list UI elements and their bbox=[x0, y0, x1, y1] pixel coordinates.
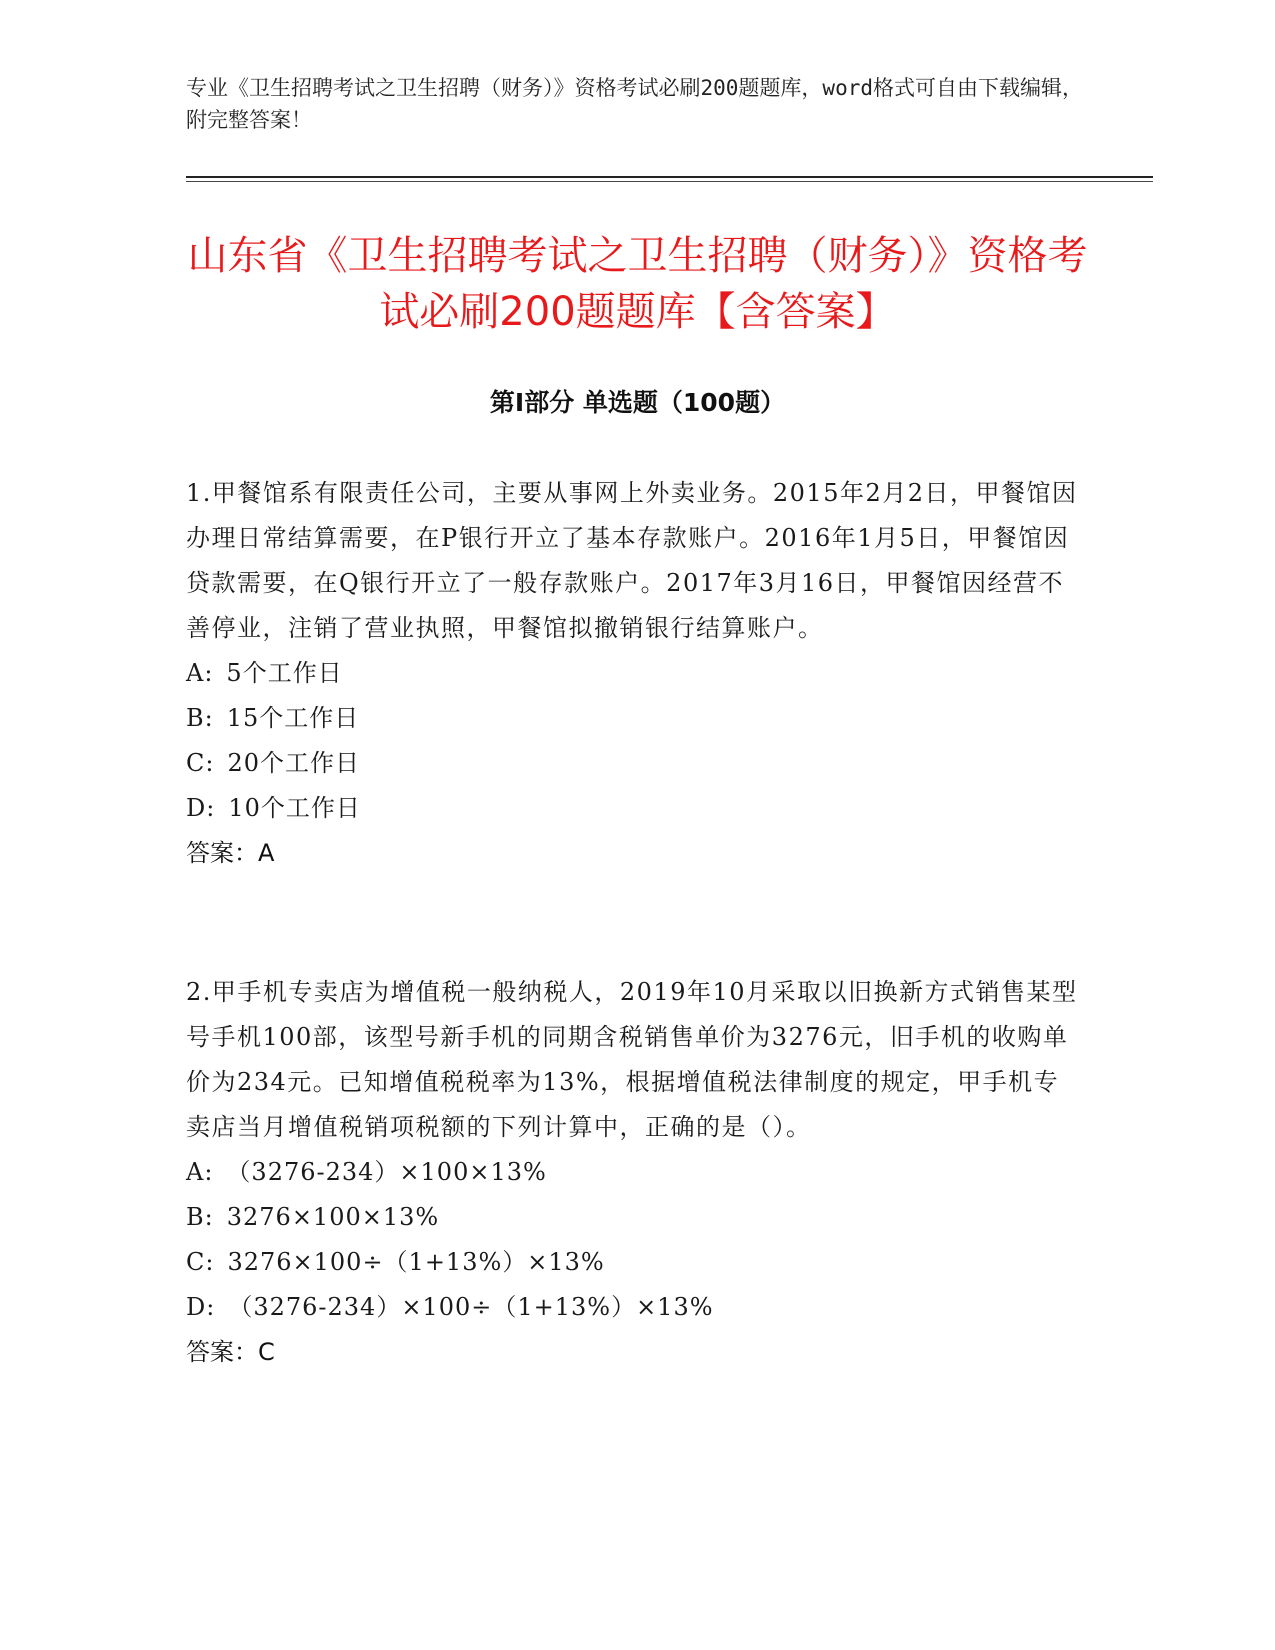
option-text: 15个工作日 bbox=[226, 704, 360, 732]
option-key: C: bbox=[186, 749, 215, 777]
option-key: A: bbox=[186, 659, 214, 687]
option-text: （3276-234）×100÷（1+13%）×13% bbox=[228, 1293, 714, 1321]
option-key: C: bbox=[186, 1248, 215, 1276]
option-key: D: bbox=[186, 794, 216, 822]
document-title: 山东省《卫生招聘考试之卫生招聘（财务）》资格考试必刷200题题库【含答案】 bbox=[187, 233, 1088, 335]
option-key: D: bbox=[186, 1293, 216, 1321]
option-a bbox=[186, 651, 1078, 696]
header-rule bbox=[186, 176, 1153, 178]
option-key: A: bbox=[186, 1158, 214, 1186]
answer-label: 答案： bbox=[186, 839, 258, 867]
option-text: 3276×100÷（1+13%）×13% bbox=[227, 1248, 605, 1276]
option-text: 10个工作日 bbox=[228, 794, 361, 822]
question-2 bbox=[186, 970, 1078, 1375]
option-c bbox=[186, 741, 1078, 786]
option-a bbox=[186, 1150, 1078, 1195]
answer-line bbox=[186, 1330, 1078, 1375]
answer-line bbox=[186, 831, 1078, 876]
section-title: 第Ⅰ部分 单选题（100题） bbox=[489, 388, 786, 417]
option-text: 5个工作日 bbox=[226, 659, 343, 687]
header-note: 专业《卫生招聘考试之卫生招聘（财务）》资格考试必刷200题题库，word格式可自由下载编辑，附完整答案！ bbox=[186, 76, 1083, 132]
option-d bbox=[186, 1285, 1078, 1330]
option-b bbox=[186, 1195, 1078, 1240]
option-c bbox=[186, 1240, 1078, 1285]
option-key: B: bbox=[186, 1203, 214, 1231]
header-rule-thin bbox=[186, 181, 1153, 182]
answer-label: 答案： bbox=[186, 1338, 258, 1366]
option-key: B: bbox=[186, 704, 214, 732]
option-b bbox=[186, 696, 1078, 741]
question-text: 1.甲餐馆系有限责任公司，主要从事网上外卖业务。2015年2月2日，甲餐馆因办理日常结算需要，在P银行开立了基本存款账户。2016年1月5日，甲餐馆因贷款需要，在Q银行开立了一般存款账户。2017年3月16日，甲餐馆因经营不善停业，注销了营业执照，甲餐馆拟撤销银行结算账户。 bbox=[186, 479, 1078, 642]
answer-value: A bbox=[258, 839, 275, 867]
option-text: 3276×100×13% bbox=[226, 1203, 440, 1231]
option-text: （3276-234）×100×13% bbox=[226, 1158, 547, 1186]
option-text: 20个工作日 bbox=[227, 749, 360, 777]
answer-value: C bbox=[258, 1338, 275, 1366]
option-d bbox=[186, 786, 1078, 831]
question-1 bbox=[186, 471, 1078, 876]
question-text: 2.甲手机专卖店为增值税一般纳税人，2019年10月采取以旧换新方式销售某型号手机100部，该型号新手机的同期含税销售单价为3276元，旧手机的收购单价为234元。已知增值税税率为13%，根据增值税法律制度的规定，甲手机专卖店当月增值税销项税额的下列计算中，正确的是（）。 bbox=[186, 978, 1078, 1141]
